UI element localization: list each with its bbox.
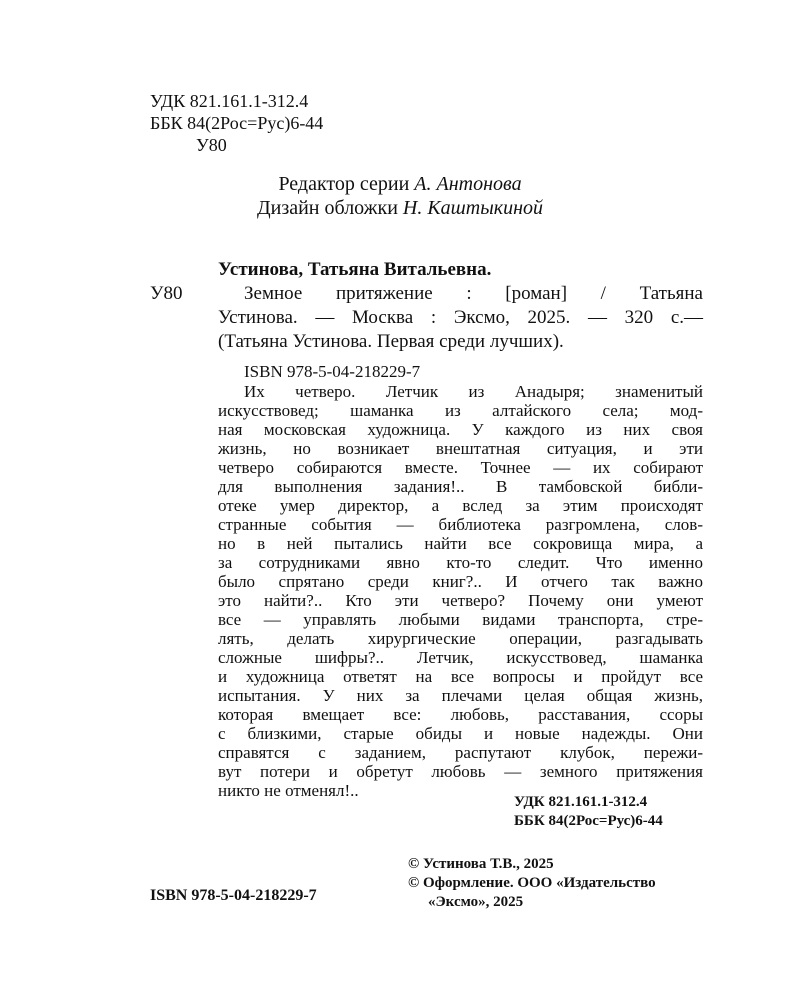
cover-design-name: Н. Каштыкиной — [402, 197, 544, 219]
annotation-line: и художница ответят на все вопросы и пройдут все — [218, 667, 703, 686]
bbk-code: ББК 84(2Рос=Рус)6-44 — [150, 113, 324, 133]
annotation-line: справятся с заданием, распутают клубок, пережи- — [218, 743, 703, 762]
copyright-design: © Оформление. ООО «Издательство — [408, 875, 656, 891]
series-editor-name: А. Антонова — [414, 173, 522, 195]
udk-code: УДК 821.161.1-312.4 — [150, 91, 309, 111]
copyright-author: © Устинова Т.В., 2025 — [408, 856, 554, 872]
annotation-line: сложные шифры?.. Летчик, искусствовед, шаманка — [218, 648, 703, 667]
series-editor-line — [0, 172, 800, 196]
annotation-line: было спрятано среди книг?.. И отчего так важно — [218, 572, 703, 591]
copyright-block — [408, 855, 656, 912]
bottom-bbk: ББК 84(2Рос=Рус)6-44 — [514, 813, 663, 829]
copyright-publisher: «Эксмо», 2025 — [428, 894, 524, 910]
annotation-line: Их четверо. Летчик из Анадыря; знаменитый — [244, 382, 703, 401]
annotation-line: странные события — библиотека разгромлена, слов- — [218, 515, 703, 534]
author-mark: У80 — [150, 283, 183, 304]
annotation-line: искусствовед; шаманка из алтайского села; мод- — [218, 401, 703, 420]
annotation-line: которая вмещает все: любовь, расставания, ссоры — [218, 705, 703, 724]
isbn-bottom: ISBN 978-5-04-218229-7 — [150, 887, 317, 904]
annotation-line: но в ней пытались найти все сокровища мира, а — [218, 534, 703, 553]
credits-block — [0, 172, 800, 220]
cover-design-line — [0, 196, 800, 220]
annotation — [218, 382, 703, 800]
annotation-line: вут потери и обретут любовь — земного притяжения — [218, 762, 703, 781]
author-heading: Устинова, Татьяна Витальевна. — [218, 259, 492, 280]
annotation-line: ная московская художница. У каждого из них своя — [218, 420, 703, 439]
annotation-line: никто не отменял!.. — [218, 781, 359, 800]
annotation-line: жизнь, но возникает внештатная ситуация, и эти — [218, 439, 703, 458]
annotation-line: все — управлять любыми видами транспорта, стре- — [218, 610, 703, 629]
annotation-line: с близкими, старые обиды и новые надежды. Они — [218, 724, 703, 743]
bottom-classification — [514, 793, 663, 831]
author-mark-top: У80 — [196, 135, 227, 155]
series-editor-role: Редактор серии — [278, 173, 410, 195]
classification-block — [150, 90, 323, 156]
isbn-record: ISBN 978-5-04-218229-7 — [244, 362, 421, 381]
cover-design-role: Дизайн обложки — [256, 197, 398, 219]
record-line-3: (Татьяна Устинова. Первая среди лучших). — [218, 331, 564, 352]
record-line-2: Устинова. — Москва : Эксмо, 2025. — 320 с.— — [218, 307, 703, 328]
annotation-line: четверо собираются вместе. Точнее — их собирают — [218, 458, 703, 477]
bibliographic-record — [218, 282, 703, 354]
annotation-line: отеке умер директор, а вслед за этим происходят — [218, 496, 703, 515]
annotation-line: лять, делать хирургические операции, разгадывать — [218, 629, 703, 648]
bottom-udk: УДК 821.161.1-312.4 — [514, 794, 648, 810]
record-line-1: Земное притяжение : [роман] / Татьяна — [244, 283, 703, 304]
annotation-line: испытания. У них за плечами целая общая жизнь, — [218, 686, 703, 705]
annotation-line: за сотрудниками явно кто-то следит. Что именно — [218, 553, 703, 572]
annotation-line: для выполнения задания!.. В тамбовской библи- — [218, 477, 703, 496]
annotation-line: это найти?.. Кто эти четверо? Почему они умеют — [218, 591, 703, 610]
